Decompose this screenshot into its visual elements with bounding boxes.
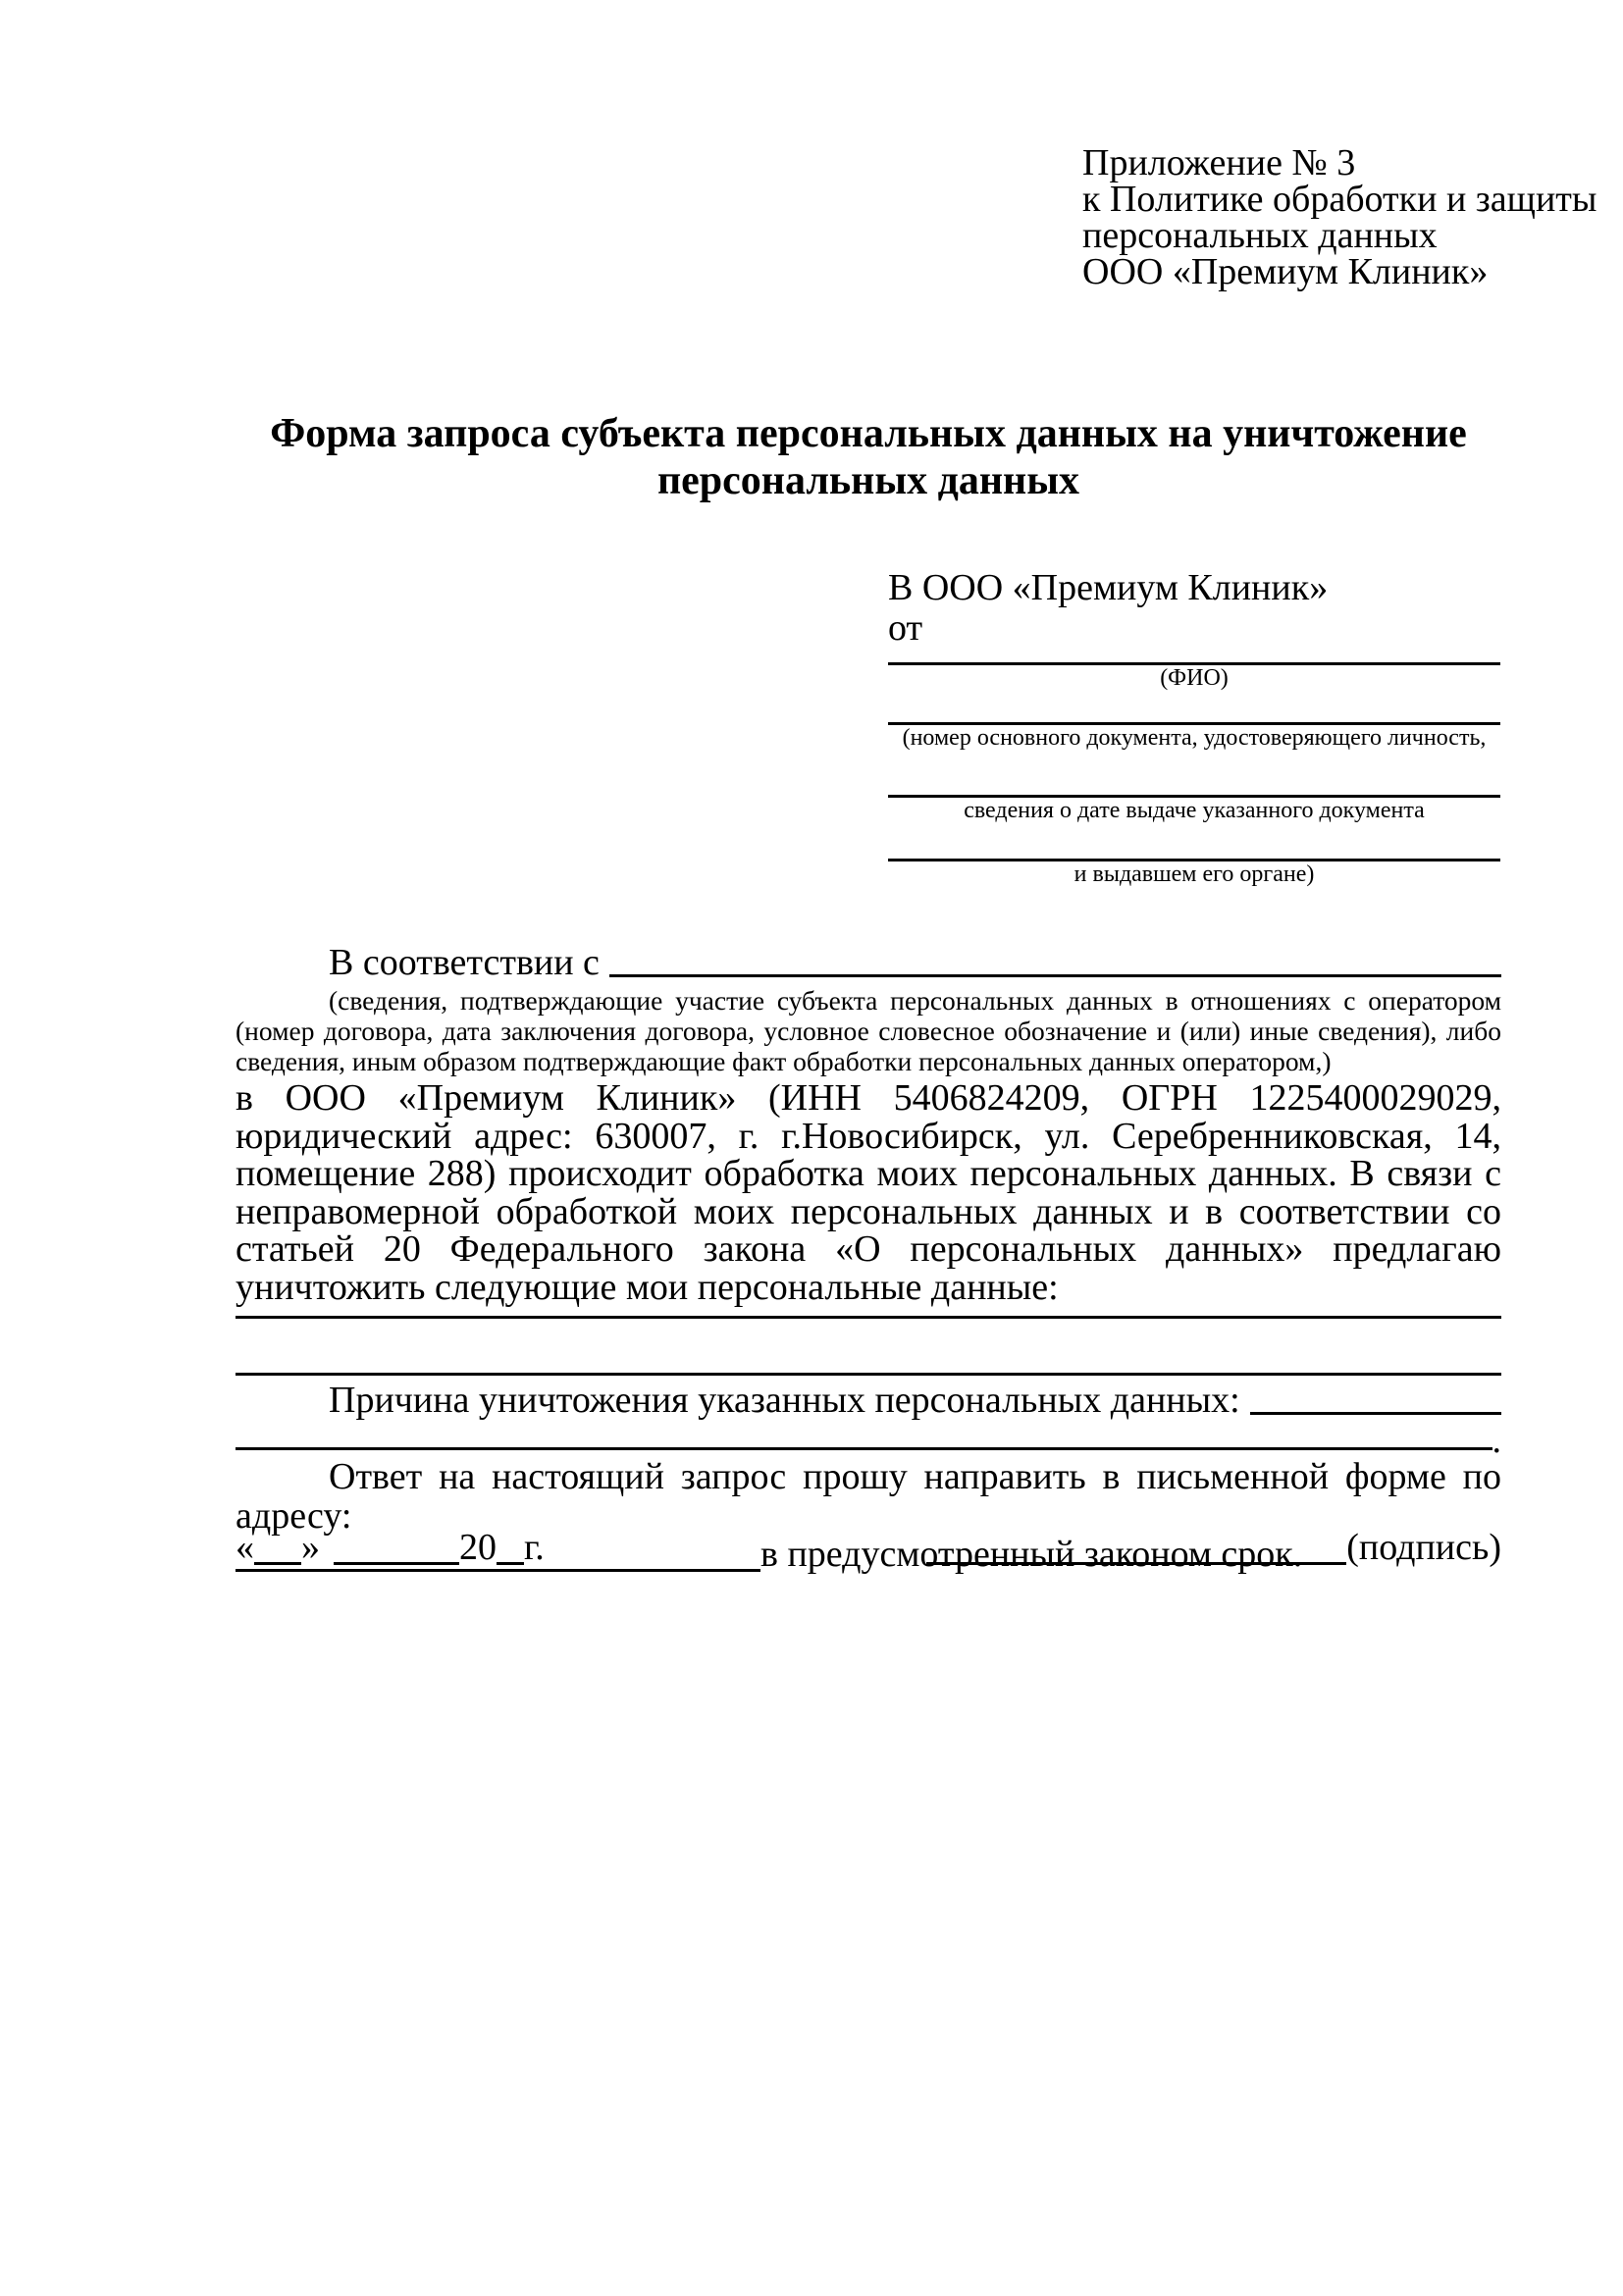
issue-date-caption: сведения о дате выдаче указанного документа — [964, 798, 1425, 823]
signature-caption: (подпись) — [1346, 1527, 1501, 1568]
reply-tail: в предусмотренный законом срок. — [760, 1534, 1303, 1575]
reason-lead: Причина уничтожения указанных персональных данных: — [329, 1380, 1240, 1421]
signature-blank-line — [926, 1562, 1346, 1565]
appendix-reference — [1082, 142, 1597, 292]
address-blank-line — [236, 1569, 760, 1572]
year-blank-line — [497, 1562, 524, 1565]
form-title: Форма запроса субъекта персональных данных на уничтожение персональных данных — [270, 411, 1467, 503]
processing-paragraph: в ООО «Премиум Клиник» (ИНН 5406824209, ОГРН 1225400029029, юридический адрес: 630007, г. г.Новосибирск, ул. Серебренниковская, 14, помещение 288) происходит обработка моих персональных данных. В связи с неправомерной обработкой моих персональных данных и в соответствии со статьей 20 Федерального закона «О персональных данных» предлагаю уничтожить следующие мои персональные данные: — [236, 1077, 1501, 1308]
accordance-note: (сведения, подтверждающие участие субъекта персональных данных в отношениях с оператором (номер договора, дата заключения договора, условное словесное обозначение и (или) иные сведения), либо сведения, иным образом подтверждающие факт обработки персональных данных оператором,) — [236, 985, 1501, 1076]
signature-line — [926, 1527, 1501, 1568]
addressee-block — [888, 568, 1500, 887]
month-blank-line — [334, 1562, 459, 1565]
reason-continuation-row — [236, 1420, 1501, 1461]
reason-continuation-blank-line — [236, 1447, 1492, 1450]
accordance-blank-line — [609, 974, 1501, 977]
year-suffix: г. — [524, 1527, 545, 1568]
footer-row — [236, 1527, 1501, 1568]
reason-row — [236, 1381, 1501, 1420]
appendix-line: персональных данных — [1082, 215, 1438, 256]
appendix-line: к Политике обработки и защиты — [1082, 179, 1597, 220]
date-open-quote: « — [236, 1527, 254, 1568]
from-label: от — [888, 607, 923, 649]
appendix-line: ООО «Премиум Клиник» — [1082, 251, 1489, 292]
doc-number-caption: (номер основного документа, удостоверяющего личность, — [902, 725, 1487, 751]
personal-data-blank-line-1 — [236, 1316, 1501, 1319]
accordance-lead: В соответствии с — [329, 942, 600, 983]
year-prefix: 20 — [459, 1527, 497, 1568]
reason-blank-line — [1250, 1412, 1501, 1415]
personal-data-blank-line-2 — [236, 1373, 1501, 1376]
date-close-quote: » — [301, 1527, 320, 1568]
date-line — [236, 1527, 545, 1568]
accordance-row — [236, 943, 1501, 982]
day-blank-line — [254, 1562, 301, 1565]
reply-sentence: Ответ на настоящий запрос прошу направить в письменной форме по адресу: — [236, 1456, 1501, 1537]
recipient-line: В ООО «Премиум Клиник» — [888, 567, 1329, 608]
issuing-authority-caption: и выдавшем его органе) — [1073, 861, 1315, 887]
appendix-line: Приложение № 3 — [1082, 142, 1356, 183]
reason-period: . — [1492, 1420, 1501, 1461]
body-block — [236, 943, 1501, 1573]
fio-caption: (ФИО) — [1160, 665, 1229, 691]
